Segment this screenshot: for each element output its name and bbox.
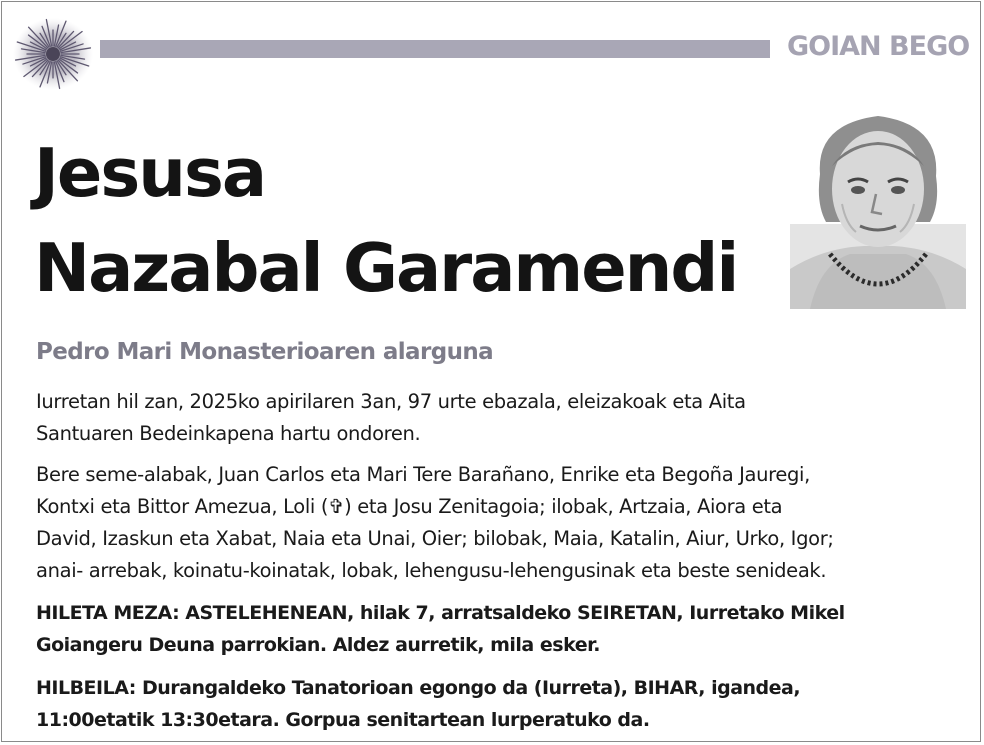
text-line: Iurretan hil zan, 2025ko apirilaren 3an, 97 urte ebazala, eleizakoak eta Aita [36, 390, 746, 413]
widow-of-subtitle: Pedro Mari Monasterioaren alarguna [36, 339, 494, 365]
funeral-mass-paragraph [36, 597, 966, 661]
text-line: HILETA MEZA: ASTELEHENEAN, hilak 7, arratsaldeko SEIRETAN, Iurretako Mikel [36, 602, 845, 624]
text-line: HILBEILA: Durangaldeko Tanatorioan egongo da (Iurreta), BIHAR, igandea, [36, 677, 801, 699]
text-line: Kontxi eta Bittor Amezua, Loli (✞) eta Josu Zenitagoia; ilobak, Artzaia, Aiora eta [36, 495, 783, 518]
portrait-photo [790, 104, 966, 309]
header-label: GOIAN BEGO [787, 31, 970, 62]
deceased-surnames: Nazabal Garamendi [34, 229, 738, 307]
text-line: Santuaren Bedeinkapena hartu ondoren. [36, 422, 421, 445]
text-line: Goiangeru Deuna parrokian. Aldez aurretik, mila esker. [36, 634, 600, 656]
wake-paragraph [36, 672, 966, 736]
text-line: Bere seme-alabak, Juan Carlos eta Mari Tere Barañano, Enrike eta Begoña Jauregi, [36, 463, 810, 486]
header-rule [100, 40, 770, 58]
text-line: anai- arrebak, koinatu-koinatak, lobak, lehengusu-lehengusinak eta beste senideak. [36, 559, 827, 582]
death-notice-paragraph [36, 386, 966, 450]
family-paragraph [36, 459, 966, 587]
deceased-first-name: Jesusa [34, 134, 266, 212]
flower-emblem-icon [10, 12, 96, 92]
text-line: 11:00etatik 13:30etara. Gorpua senitartean lurperatuko da. [36, 709, 650, 731]
text-line: David, Izaskun eta Xabat, Naia eta Unai, Oier; bilobak, Maia, Katalin, Aiur, Urko, Igor; [36, 527, 834, 550]
